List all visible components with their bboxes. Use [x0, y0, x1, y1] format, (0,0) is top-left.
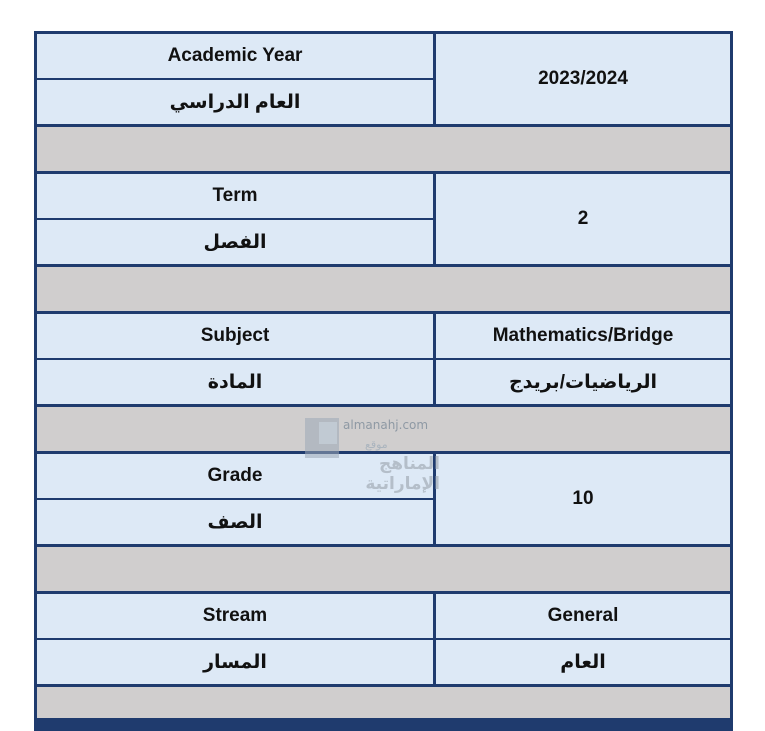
separator-row — [37, 127, 730, 171]
separator-row — [37, 267, 730, 311]
stream-label-en: Stream — [37, 594, 433, 638]
separator-row — [37, 687, 730, 718]
academic-year-value: 2023/2024 — [436, 34, 730, 124]
watermark-site: موقع — [365, 438, 388, 451]
subject-value-en: Mathematics/Bridge — [436, 314, 730, 358]
separator-row — [37, 407, 730, 451]
separator-row — [37, 547, 730, 591]
term-label-ar: الفصل — [37, 220, 433, 264]
subject-label-en: Subject — [37, 314, 433, 358]
grade-label-en: Grade — [37, 454, 433, 498]
subject-label-ar: المادة — [37, 360, 433, 404]
academic-year-label-ar: العام الدراسي — [37, 80, 433, 124]
stream-label-ar: المسار — [37, 640, 433, 684]
academic-year-label-en: Academic Year — [37, 34, 433, 78]
grade-label-ar: الصف — [37, 500, 433, 544]
grade-value: 10 — [436, 454, 730, 544]
subject-value-ar: الرياضيات/بريدج — [436, 360, 730, 404]
stream-value-en: General — [436, 594, 730, 638]
stream-value-ar: العام — [436, 640, 730, 684]
watermark-url: almanahj.com — [343, 418, 429, 432]
watermark-name: المناهج الإماراتية — [365, 454, 440, 494]
term-label-en: Term — [37, 174, 433, 218]
term-value: 2 — [436, 174, 730, 264]
